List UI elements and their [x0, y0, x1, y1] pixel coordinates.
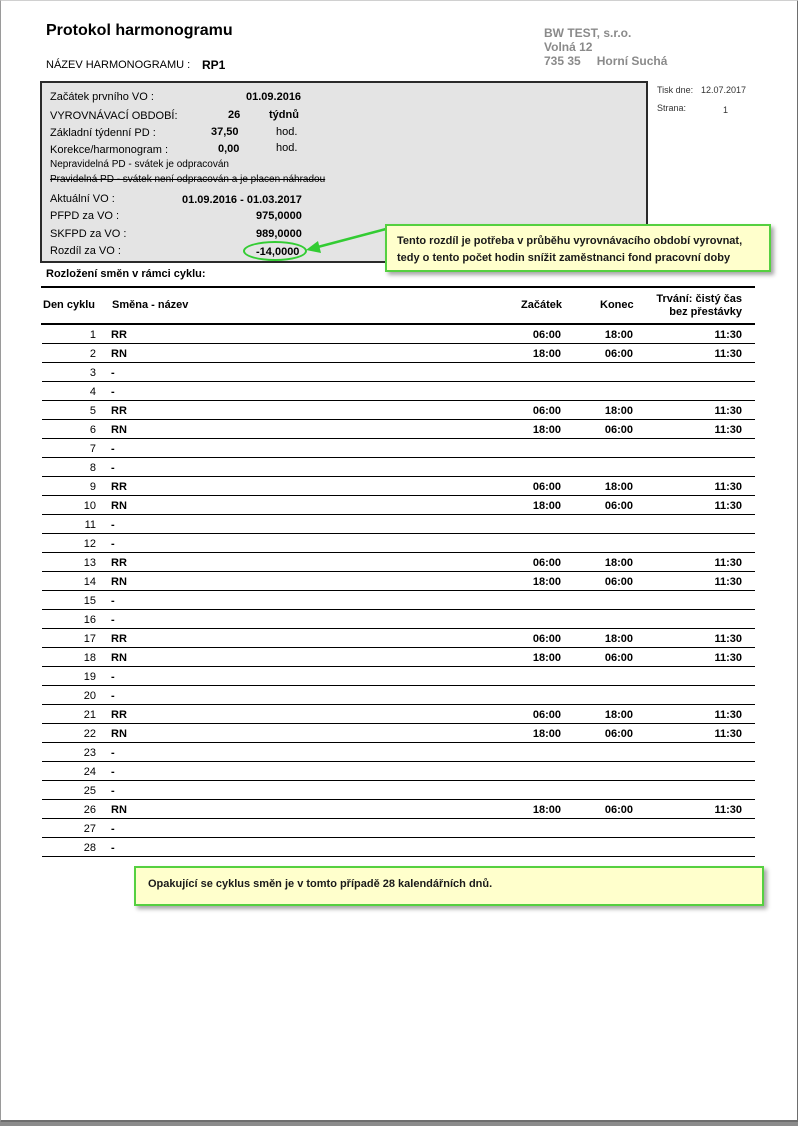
current-period-value: 01.09.2016 - 01.03.2017: [182, 194, 302, 206]
company-name: BW TEST, s.r.o.: [544, 26, 632, 40]
start-label: Začátek prvního VO :: [50, 91, 154, 103]
table-row: [42, 401, 755, 420]
cell-start: 18:00: [532, 728, 561, 740]
cell-start: 06:00: [532, 557, 561, 569]
cell-duration: 11:30: [714, 481, 742, 493]
company-address: [544, 26, 667, 68]
cell-start: 06:00: [532, 329, 561, 341]
weekly-hours-unit: hod.: [276, 126, 298, 138]
cell-end: 06:00: [604, 576, 633, 588]
cell-shift-name: RN: [111, 804, 127, 816]
table-row: [42, 648, 755, 667]
current-period-label: Aktuální VO :: [50, 193, 115, 205]
cell-day: 1: [89, 329, 96, 341]
start-value: 01.09.2016: [246, 91, 302, 103]
cell-day: 26: [83, 804, 96, 816]
cell-start: 06:00: [532, 633, 561, 645]
table-row: [42, 572, 755, 591]
cell-shift-name: RN: [111, 652, 127, 664]
cycle-note-text: Opakující se cyklus směn je v tomto případě 28 kalendářních dnů.: [148, 878, 493, 890]
cell-duration: 11:30: [714, 633, 742, 645]
regular-note: Pravidelná PD - svátek není odpracován a je placen náhradou: [50, 174, 326, 185]
cell-day: 12: [83, 538, 96, 550]
cell-day: 21: [83, 709, 96, 721]
cell-day: 24: [83, 766, 96, 778]
cell-shift-name: RR: [111, 405, 127, 417]
cell-day: 18: [83, 652, 96, 664]
document-title: Protokol harmonogramu: [46, 22, 233, 39]
cell-start: 18:00: [532, 804, 561, 816]
difference-highlight-ellipse: [243, 241, 307, 261]
cell-shift-name: -: [111, 595, 115, 607]
cell-day: 17: [83, 633, 96, 645]
cell-shift-name: -: [111, 367, 115, 379]
pfpd-value: 975,0000: [256, 210, 302, 222]
col-header-shift-name: Směna - název: [112, 299, 189, 311]
cell-day: 28: [83, 842, 96, 854]
difference-explanation-callout: [385, 224, 771, 272]
table-row: [42, 591, 755, 610]
table-row: [42, 800, 755, 819]
table-row: [42, 344, 755, 363]
shift-distribution-title: Rozložení směn v rámci cyklu:: [46, 268, 206, 280]
print-date-value: 12.07.2017: [701, 85, 747, 95]
cell-shift-name: -: [111, 386, 115, 398]
page-label: Strana:: [657, 103, 687, 113]
cell-start: 06:00: [532, 481, 561, 493]
difference-value: -14,0000: [256, 246, 300, 258]
cell-day: 13: [83, 557, 96, 569]
cell-start: 18:00: [532, 424, 561, 436]
table-top-rule: [41, 286, 755, 288]
table-row: [42, 477, 755, 496]
cell-shift-name: -: [111, 690, 115, 702]
cell-duration: 11:30: [714, 576, 742, 588]
weekly-hours-label: Základní týdenní PD :: [50, 127, 156, 139]
cell-day: 27: [83, 823, 96, 835]
table-row: [42, 439, 755, 458]
cell-day: 15: [83, 595, 96, 607]
correction-label: Korekce/harmonogram :: [50, 144, 168, 156]
cell-duration: 11:30: [714, 424, 742, 436]
cell-shift-name: -: [111, 462, 115, 474]
table-row: [42, 553, 755, 572]
table-row: [42, 743, 755, 762]
print-date-label: Tisk dne:: [657, 85, 694, 95]
table-row: [42, 496, 755, 515]
table-row: [42, 838, 755, 857]
callout-arrow-icon: [300, 225, 390, 257]
correction-unit: hod.: [276, 142, 298, 154]
table-row: [42, 781, 755, 800]
cell-shift-name: RR: [111, 709, 127, 721]
cell-shift-name: RR: [111, 329, 127, 341]
cell-duration: 11:30: [714, 348, 742, 360]
table-row: [42, 629, 755, 648]
cycle-note-callout: [134, 866, 764, 906]
table-row: [42, 420, 755, 439]
cell-day: 22: [83, 728, 96, 740]
table-row: [42, 325, 755, 344]
cell-shift-name: RR: [111, 557, 127, 569]
cell-day: 10: [83, 500, 96, 512]
cell-shift-name: -: [111, 842, 115, 854]
company-zip: 735 35: [544, 54, 581, 68]
table-row: [42, 705, 755, 724]
col-header-start: Začátek: [521, 299, 562, 311]
correction-value: 0,00: [218, 143, 240, 155]
cell-shift-name: RN: [111, 576, 127, 588]
cell-end: 18:00: [604, 633, 633, 645]
cell-shift-name: -: [111, 823, 115, 835]
cell-end: 06:00: [604, 424, 633, 436]
table-row: [42, 534, 755, 553]
cell-shift-name: -: [111, 443, 115, 455]
weekly-hours-value: 37,50: [211, 126, 239, 138]
cell-shift-name: -: [111, 614, 115, 626]
cell-duration: 11:30: [714, 804, 742, 816]
cell-duration: 11:30: [714, 709, 742, 721]
cell-start: 06:00: [532, 709, 561, 721]
cell-day: 25: [83, 785, 96, 797]
page-number: 1: [723, 105, 729, 115]
cell-end: 06:00: [604, 652, 633, 664]
company-zip-city: [544, 54, 667, 68]
cell-day: 7: [89, 443, 96, 455]
cell-day: 2: [89, 348, 96, 360]
cell-duration: 11:30: [714, 652, 742, 664]
cell-end: 18:00: [604, 557, 633, 569]
table-row: [42, 724, 755, 743]
cell-day: 3: [89, 367, 96, 379]
schedule-name-label: NÁZEV HARMONOGRAMU :: [46, 59, 191, 71]
cell-duration: 11:30: [714, 329, 742, 341]
period-label: VYROVNÁVACÍ OBDOBÍ:: [50, 110, 178, 122]
col-header-end: Konec: [600, 299, 634, 311]
table-row: [42, 515, 755, 534]
cell-start: 06:00: [532, 405, 561, 417]
cell-day: 4: [89, 386, 96, 398]
cell-day: 16: [83, 614, 96, 626]
schedule-name-value: RP1: [202, 58, 226, 72]
difference-label: Rozdíl za VO :: [50, 245, 121, 257]
page-bottom-edge: [0, 1122, 798, 1126]
cell-end: 06:00: [604, 348, 633, 360]
callout-line-2: tedy o tento počet hodin snížit zaměstnanci fond pracovní doby: [397, 252, 731, 264]
cell-end: 06:00: [604, 804, 633, 816]
table-row: [42, 382, 755, 401]
cell-day: 11: [84, 519, 96, 531]
pfpd-label: PFPD za VO :: [50, 210, 120, 222]
cell-end: 18:00: [604, 405, 633, 417]
cell-duration: 11:30: [714, 728, 742, 740]
period-unit: týdnů: [269, 109, 299, 121]
period-value: 26: [228, 109, 241, 121]
cell-shift-name: RN: [111, 424, 127, 436]
cell-duration: 11:30: [714, 557, 742, 569]
cell-shift-name: -: [111, 671, 115, 683]
cell-shift-name: RN: [111, 728, 127, 740]
cell-shift-name: -: [111, 538, 115, 550]
cell-duration: 11:30: [714, 500, 742, 512]
cell-start: 18:00: [532, 500, 561, 512]
cell-shift-name: -: [111, 519, 115, 531]
cell-day: 8: [89, 462, 96, 474]
irregular-note: Nepravidelná PD - svátek je odpracován: [50, 159, 229, 170]
cell-start: 18:00: [532, 348, 561, 360]
cell-end: 06:00: [604, 500, 633, 512]
col-header-duration-line1: Trvání: čistý čas: [656, 293, 742, 305]
cell-day: 14: [83, 576, 96, 588]
cell-day: 5: [89, 405, 96, 417]
cell-day: 19: [83, 671, 96, 683]
cell-shift-name: -: [111, 766, 115, 778]
col-header-day: Den cyklu: [43, 299, 95, 311]
col-header-duration-line2: bez přestávky: [669, 306, 742, 318]
cell-shift-name: RR: [111, 481, 127, 493]
table-row: [42, 686, 755, 705]
cell-shift-name: RN: [111, 348, 127, 360]
cell-day: 23: [83, 747, 96, 759]
cell-day: 6: [89, 424, 96, 436]
cell-day: 20: [83, 690, 96, 702]
skfpd-label: SKFPD za VO :: [50, 228, 127, 240]
cell-duration: 11:30: [714, 405, 742, 417]
cell-end: 06:00: [604, 728, 633, 740]
table-row: [42, 762, 755, 781]
cell-shift-name: RN: [111, 500, 127, 512]
table-row: [42, 667, 755, 686]
cell-day: 9: [89, 481, 96, 493]
callout-line-1: Tento rozdíl je potřeba v průběhu vyrovnávacího období vyrovnat,: [397, 235, 743, 247]
table-row: [42, 819, 755, 838]
company-city: Horní Suchá: [596, 54, 668, 68]
skfpd-value: 989,0000: [256, 228, 302, 240]
cell-end: 18:00: [604, 709, 633, 721]
cell-start: 18:00: [532, 576, 561, 588]
col-header-duration: [656, 293, 742, 319]
table-row: [42, 363, 755, 382]
cell-shift-name: -: [111, 747, 115, 759]
table-row: [42, 610, 755, 629]
cell-shift-name: -: [111, 785, 115, 797]
cell-end: 18:00: [604, 329, 633, 341]
cell-start: 18:00: [532, 652, 561, 664]
company-street: Volná 12: [544, 40, 593, 54]
cell-shift-name: RR: [111, 633, 127, 645]
table-row: [42, 458, 755, 477]
cell-end: 18:00: [604, 481, 633, 493]
